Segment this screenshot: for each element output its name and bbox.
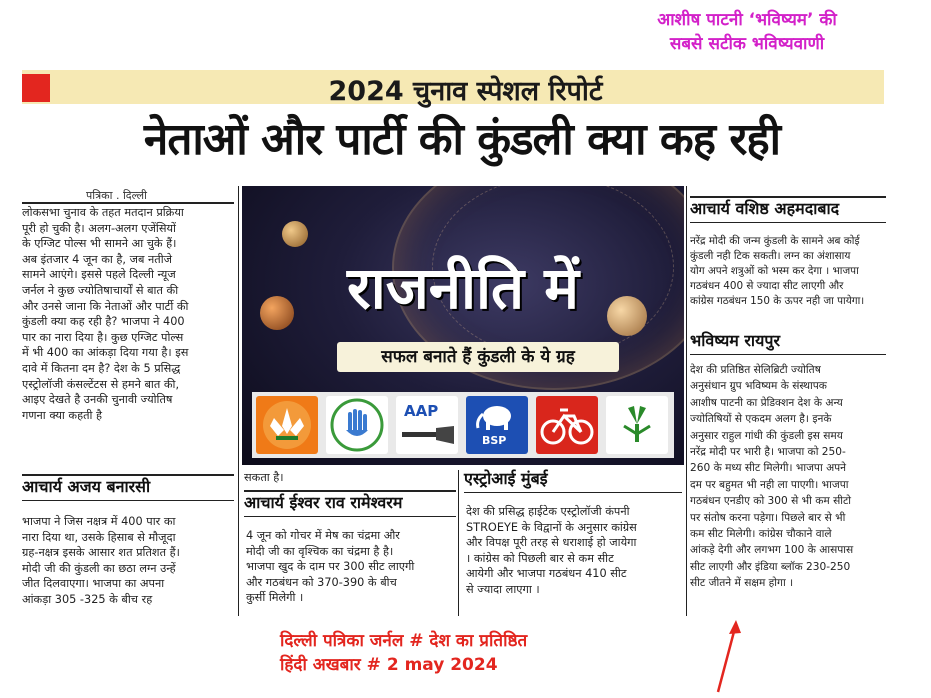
text-line: सामने आएंगे। इससे पहले दिल्ली न्यूज — [22, 268, 176, 282]
divider — [22, 500, 234, 501]
text-line: पर संतोष करना पड़ेगा। पिछले बार से भी — [690, 511, 846, 524]
text-line: अब इंतजार 4 जून का है, जब नतीजे — [22, 252, 173, 266]
text-line: जीत दिलवाएगा। भाजपा का अपना — [22, 577, 165, 591]
text-line: नारा दिया था, उसके हिसाब से मौजूदा — [22, 530, 176, 544]
bsp-elephant-icon — [466, 396, 528, 454]
text-line: सीट लाएगी और इंडिया ब्लॉक 230-250 — [690, 560, 851, 573]
text-line: दम पर बहुमत भी नही ला पाएगी। भाजपा — [690, 478, 849, 491]
text-line: । कांग्रेस को पिछली बार से कम सीट — [466, 551, 614, 565]
text-line: भाजपा खुद के दाम पर 300 सीट लाएगी — [246, 560, 415, 574]
image-title: राजनीति में — [347, 254, 579, 322]
divider — [464, 492, 682, 493]
promo-note-line1: आशीष पाटनी ‘भविष्यम’ की — [657, 10, 837, 30]
tmc-flower-icon — [606, 396, 668, 454]
text-line: आइए देखते है उनकी चुनावी ज्योतिष — [22, 393, 173, 407]
promo-note-line2: सबसे सटीक भविष्यवाणी — [669, 34, 825, 54]
column-2-body — [246, 528, 456, 606]
text-line: ज्योतिषियों से एकदम अलग है। इनके — [690, 413, 832, 426]
text-line: कुंडली नही टिक सकती। लग्न का अंशासाय — [690, 250, 851, 262]
banner-title: 2024 चुनाव स्पेशल रिपोर्ट — [328, 76, 603, 107]
text-line: से ज्यादा लाएगा । — [466, 582, 540, 596]
text-line: आंकड़ा 305 -325 के बीच रह — [22, 592, 153, 606]
bjp-lotus-icon — [256, 396, 318, 454]
sp-bicycle-icon — [536, 396, 598, 454]
headline: नेताओं और पार्टी की कुंडली क्या कह रही — [143, 114, 781, 165]
divider — [244, 516, 456, 517]
text-line: ग्रह-नक्षत्र इसके आसार शत प्रतिशत हैं। — [22, 546, 180, 560]
text-line: कुर्सी मिलेगी । — [246, 591, 304, 605]
column-3-heading: एस्ट्रोआई मुंबई — [464, 469, 548, 488]
column-1-body — [22, 514, 232, 608]
text-line: आयेगी और भाजपा गठबंधन 410 सीट — [466, 567, 627, 581]
text-line: दावे में कितना दम है? देश के 5 प्रसिद्ध — [22, 361, 181, 375]
text-line: पूरी हो चुकी है। अलग-अलग एजेंसियों — [22, 221, 176, 235]
column-divider — [238, 186, 239, 616]
bsp-label: BSP — [482, 434, 507, 447]
text-line: सीट जीतने में सक्षम होगा । — [690, 577, 794, 590]
text-line: आंकड़े देगी और लगभग 100 के आसपास — [690, 544, 854, 557]
text-line: योग अपने शत्रुओं को भस्म कर देगा । भाजपा — [690, 265, 859, 277]
text-line: कांग्रेस गठबंधन 150 के ऊपर नही जा पायेगा। — [690, 295, 865, 307]
text-line: और विपक्ष पूरी तरह से धराशाई हो जायेगा — [466, 536, 637, 550]
text-line: कम सीट मिलेगी। कांग्रेस चौकाने वाले — [690, 528, 832, 541]
arrow-up-icon — [700, 616, 760, 696]
column-4-body-2 — [690, 362, 890, 592]
column-4-body-1 — [690, 234, 890, 309]
aap-broom-icon — [396, 396, 458, 454]
text-line: और गठबंधन को 370-390 के बीच — [246, 575, 397, 589]
text-line: के एग्जिट पोल्स भी सामने आ चुके हैं। — [22, 237, 177, 251]
divider — [690, 354, 886, 355]
text-line: STROEYE के विद्वानों के अनुसार कांग्रेस — [466, 520, 637, 534]
text-line: नरेंद्र मोदी पर भारी है। भाजपा को 250- — [690, 446, 846, 459]
text-line: आशीष पाटनी का प्रेडिक्शन देश के अन्य — [690, 396, 843, 409]
column-divider — [686, 186, 687, 616]
text-line: 4 जून को गोचर में मेष का चंद्रमा और — [246, 529, 400, 542]
column-4-heading-2: भविष्यम रायपुर — [690, 331, 780, 350]
party-logos-strip — [252, 392, 674, 458]
column-divider — [458, 470, 459, 616]
column-4-heading-1: आचार्य वशिष्ठ अहमदाबाद — [690, 199, 840, 218]
aap-label: AAP — [404, 402, 439, 420]
text-line: कुंडली क्या कह रही है? भाजपा ने 400 — [22, 315, 185, 329]
column-1-intro — [22, 205, 232, 423]
byline: पत्रिका . दिल्ली — [86, 189, 147, 202]
text-line: जर्नल ने कुछ ज्योतिषाचार्यों से बात की — [22, 283, 179, 297]
column-2-heading: आचार्य ईश्वर राव रामेश्वरम — [244, 493, 403, 512]
text-line: और उनसे जाना कि नेताओं और पार्टी की — [22, 299, 189, 313]
congress-hand-icon — [326, 396, 388, 454]
text-line: पार का नारा दिया है। कुछ एग्जिट पोल्स — [22, 330, 184, 344]
text-line: गठबंधन एनडीए को 300 से भी कम सीटो — [690, 495, 852, 508]
image-subtitle: सफल बनाते हैं कुंडली के ये ग्रह — [337, 342, 619, 372]
source-note — [280, 629, 527, 677]
column-2-carry: सकता है। — [244, 471, 284, 484]
text-line: नरेंद्र मोदी की जन्म कुंडली के सामने अब कोई — [690, 235, 860, 247]
text-line: मोदी जी की कुंडली का छठा लग्न उन्हें — [22, 561, 176, 575]
column-3-body — [466, 504, 682, 598]
text-line: में भी 400 का आंकड़ा दिया गया है। इस — [22, 346, 189, 360]
text-line: भाजपा ने जिस नक्षत्र में 400 पार का — [22, 515, 176, 528]
text-line: 260 के मध्य सीट मिलेगी। भाजपा अपने — [690, 462, 847, 475]
text-line: एस्ट्रोलॉजी कंसल्टेंटस से हमने बात की, — [22, 377, 180, 391]
text-line: लोकसभा चुनाव के तहत मतदान प्रक्रिया — [22, 206, 184, 219]
source-note-line1: दिल्ली पत्रिका जर्नल # देश का प्रतिष्ठित — [280, 631, 528, 651]
divider — [22, 202, 234, 204]
text-line: गणना क्या कहती है — [22, 408, 103, 422]
divider — [690, 222, 886, 223]
text-line: गठबंधन 400 से ज्यादा सीट लाएगी और — [690, 280, 844, 292]
promo-note — [597, 8, 897, 56]
text-line: देश की प्रतिष्ठित सेलिब्रिटी ज्योतिष — [690, 364, 821, 376]
text-line: मोदी जी का वृश्चिक का चंद्रमा है है। — [246, 544, 394, 558]
planet-icon — [282, 221, 308, 247]
astrology-image — [242, 186, 684, 465]
column-1-heading: आचार्य अजय बनारसी — [22, 477, 151, 496]
text-line: देश की प्रसिद्ध हाईटेक एस्ट्रोलॉजी कंपनी — [466, 505, 630, 518]
text-line: अनुसंधान ग्रुप भविष्यम के संस्थापक — [690, 380, 827, 393]
source-note-line2: हिंदी अखबार # 2 may 2024 — [280, 655, 498, 675]
text-line: अनुसार राहुल गांधी की कुंडली इस समय — [690, 429, 843, 442]
